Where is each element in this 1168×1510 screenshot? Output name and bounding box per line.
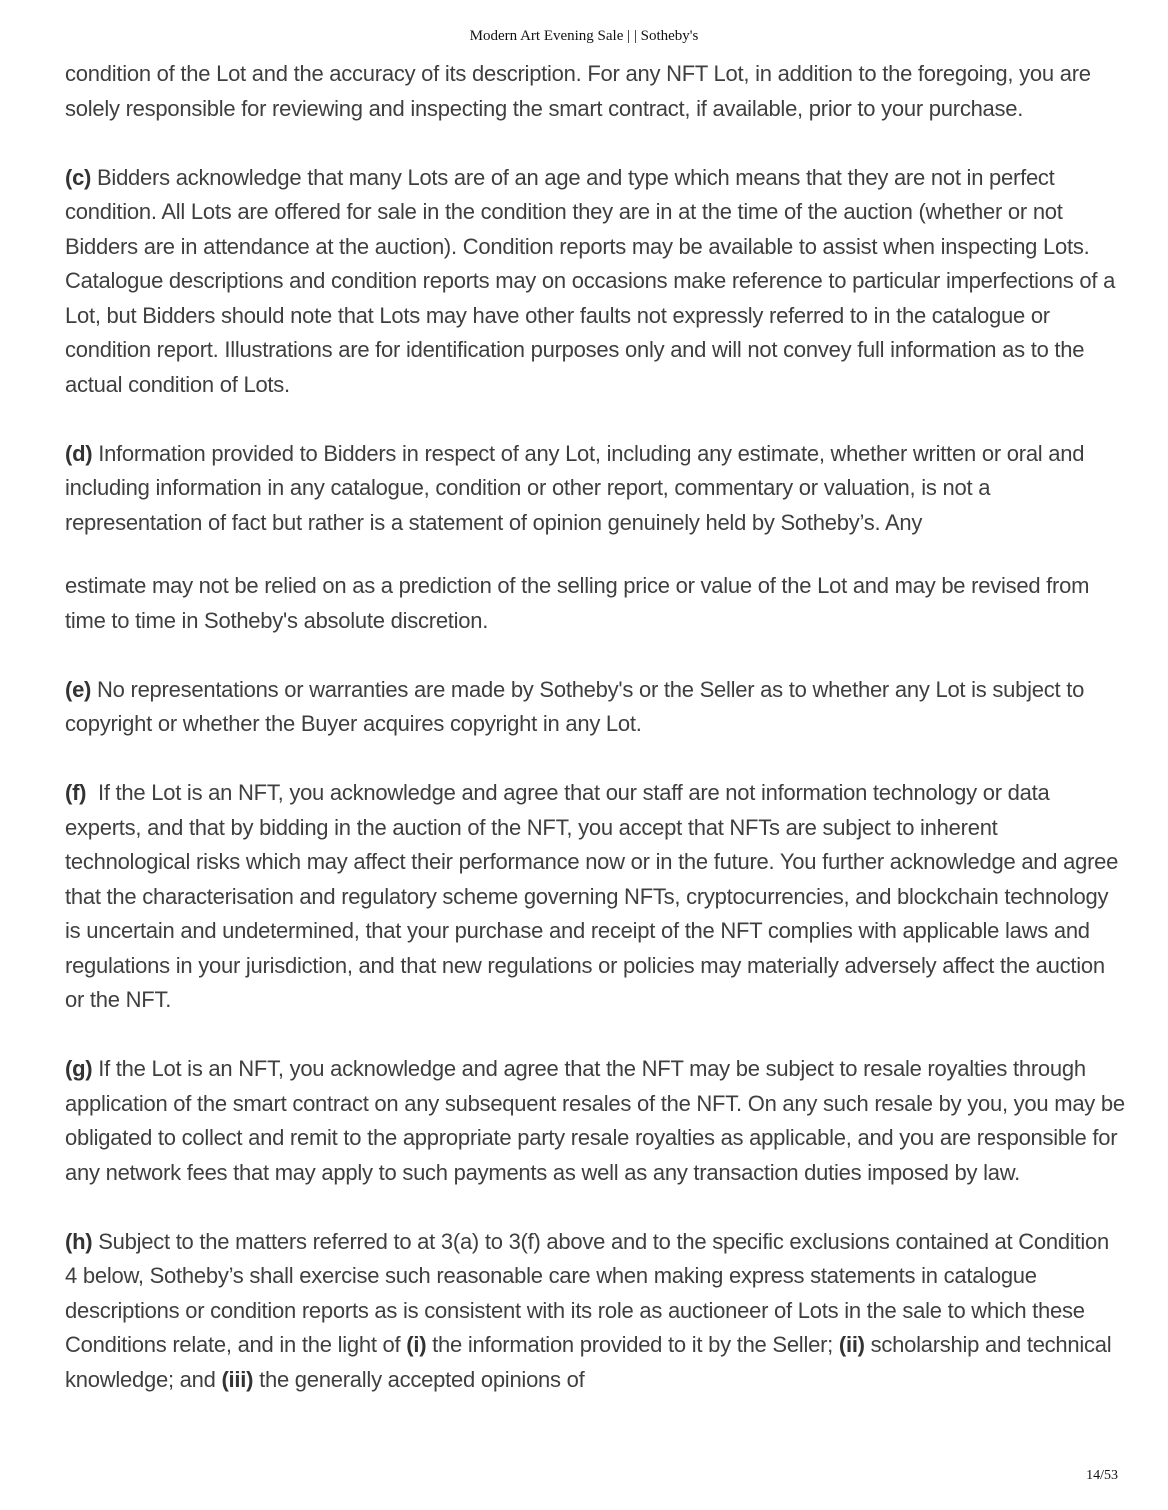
paragraph-d [65, 437, 1125, 541]
paragraph-text: No representations or warranties are made by Sotheby's or the Seller as to whether any Lot is subject to copyright or whether the Buyer acquires copyright in any Lot. [65, 676, 1085, 736]
paragraph-d-continued: estimate may not be relied on as a prediction of the selling price or value of the Lot and may be revised from time to time in Sotheby's absolute discretion. [65, 573, 1090, 633]
paragraph-label: (d) [65, 440, 93, 466]
paragraph-text: Information provided to Bidders in respect of any Lot, including any estimate, whether written or oral and including information in any catalogue, condition or other report, commentary or valuation, is not a representation of fact but rather is a statement of opinion genuinely held by Sotheby’s. Any [65, 440, 1085, 535]
paragraph-f [65, 776, 1125, 1018]
paragraph-g [65, 1052, 1125, 1190]
page-number: 14/53 [1086, 1468, 1118, 1483]
paragraph-text: the information provided to it by the Seller; [426, 1332, 839, 1357]
paragraph-h [65, 1225, 1125, 1398]
subclause-label: (ii) [838, 1332, 865, 1357]
paragraph-text: Bidders acknowledge that many Lots are of an age and type which means that they are not in perfect condition. All Lots are offered for sale in the condition they are in at the time of the auction (whether or not Bidders are in attendance at the auction). Condition reports may be available to assist when inspecting Lots. Catalogue descriptions and condition reports may on occasions make reference to particular imperfections of a Lot, but Bidders should note that Lots may have other faults not expressly referred to in the catalogue or condition report. Illustrations are for identification purposes only and will not convey full information as to the actual condition of Lots. [65, 164, 1116, 397]
page-header-title: Modern Art Evening Sale | | Sotheby's [469, 28, 699, 44]
paragraph-e [65, 673, 1125, 742]
paragraph-text: the generally accepted opinions of [253, 1366, 585, 1392]
paragraph-intro: condition of the Lot and the accuracy of its description. For any NFT Lot, in addition to the foregoing, you are solely responsible for reviewing and inspecting the smart contract, if available, prior to your purchase. [65, 61, 1091, 121]
document-body [65, 57, 1125, 1432]
paragraph-text: If the Lot is an NFT, you acknowledge and agree that the NFT may be subject to resale royalties through application of the smart contract on any subsequent resales of the NFT. On any such resale by you, you may be obligated to collect and remit to the appropriate party resale royalties as applicable, and you are responsible for any network fees that may apply to such payments as well as any transaction duties imposed by law. [65, 1056, 1125, 1185]
paragraph-label: (f) [65, 780, 87, 805]
paragraph-text: Subject to the matters referred to at 3(a) to 3(f) above and to the specific exclusions contained at Condition 4 below, Sotheby’s shall exercise such reasonable care when making express statements in catalogue descriptions or condition reports as is consistent with its role as auctioneer of Lots in the sale to which these Conditions relate, and in the light of [65, 1228, 1109, 1357]
paragraph-label: (g) [65, 1056, 93, 1081]
paragraph-label: (e) [65, 676, 92, 702]
paragraph-label: (h) [65, 1228, 93, 1254]
subclause-label: (iii) [221, 1366, 254, 1392]
subclause-label: (i) [406, 1332, 427, 1357]
paragraph-text: If the Lot is an NFT, you acknowledge and agree that our staff are not information technology or data experts, and that by bidding in the auction of the NFT, you accept that NFTs are subject to inherent technological risks which may affect their performance now or in the future. You further acknowledge and agree that the characterisation and regulatory scheme governing NFTs, cryptocurrencies, and blockchain technology is uncertain and undetermined, that your purchase and receipt of the NFT complies with applicable laws and regulations in your jurisdiction, and that new regulations or policies may materially adversely affect the auction or the NFT. [65, 780, 1125, 1012]
paragraph-label: (c) [65, 164, 92, 190]
paragraph-c [65, 161, 1125, 403]
paragraph-text: scholarship and technical knowledge; and [65, 1332, 1112, 1392]
